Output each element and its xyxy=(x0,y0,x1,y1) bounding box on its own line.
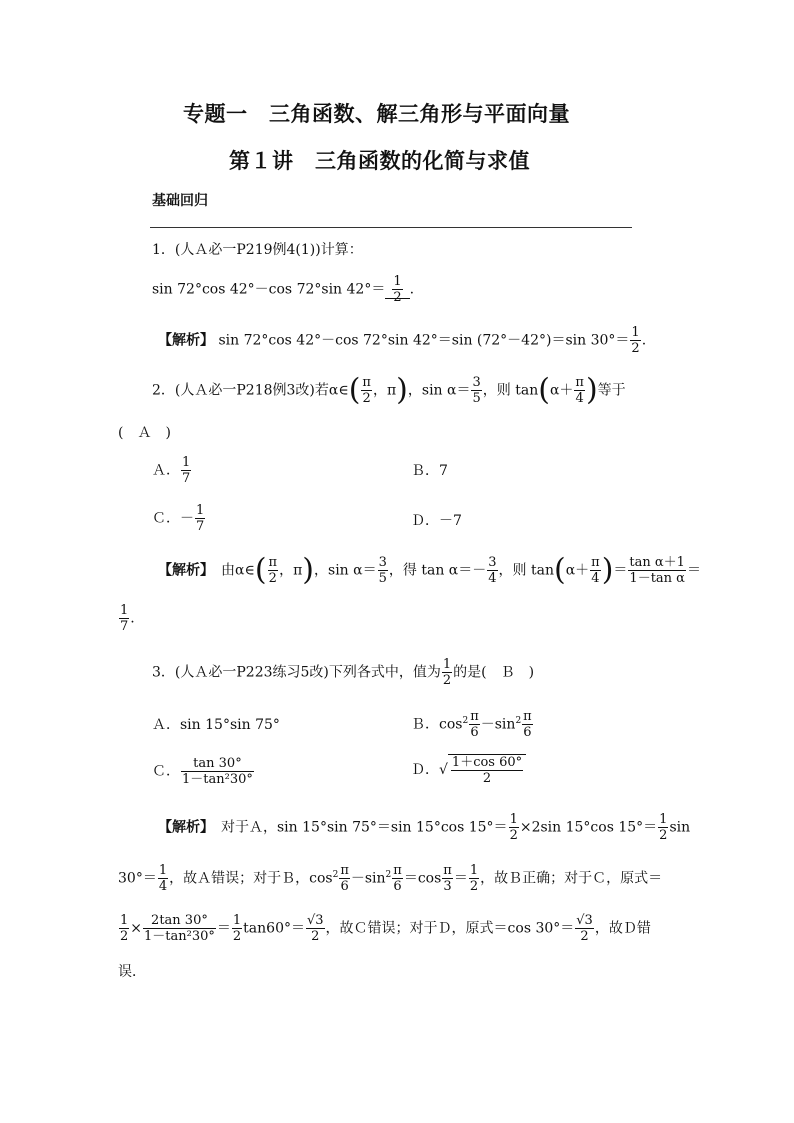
q2-answer: ( Ａ ) xyxy=(118,425,171,441)
q3-solution-label: 【解析】 xyxy=(158,819,207,836)
q3-option-c: Ｃ． $\frac{\tan 30^\circ}{\text{1－tan²30°}}$ xyxy=(152,756,253,787)
q2-stem-c: ，则 tan xyxy=(482,382,539,399)
q2-alpha-plus: α＋ xyxy=(549,382,574,399)
page-title-lecture: 第１讲 三角函数的化简与求值 xyxy=(229,149,530,173)
q3-solution-line4: 误． xyxy=(118,964,146,980)
q2-stem-d: 等于 xyxy=(597,382,626,399)
q1-stem: 1．(人Ａ必一P219例4(1))计算： xyxy=(152,242,363,258)
q1-expression: sin 72°cos 42°－cos 72°sin 42°＝ $\frac{1}{2}$ . xyxy=(152,274,415,305)
section-heading: 基础回归 xyxy=(152,193,208,209)
q1-solution-fraction: $\frac{1}{2}$ xyxy=(631,325,640,356)
q3-solution-line3: $\frac{1}{2}$ × $\frac{2\tan 30^\circ}{\text{1－tan²30°}}$ ＝ $\frac{1}{2}$ tan60°＝ $\frac{√3}{2}$ ，故Ｃ错误；对于Ｄ，原式＝cos 30°＝ $\frac{√3}{2}$ ，故Ｄ错 xyxy=(120,913,651,944)
q1-solution-label: 【解析】 xyxy=(158,332,214,349)
q3-option-a: Ａ．sin 15°sin 75° xyxy=(152,717,280,733)
q1-solution: 【解析】 sin 72°cos 42°－cos 72°sin 42°＝sin (72°－42°)＝sin 30°＝ $\frac{1}{2}$ . xyxy=(158,325,647,356)
page-title-topic: 专题一 三角函数、解三角形与平面向量 xyxy=(183,102,570,126)
q3-option-d: Ｄ．√ $\frac{1+\cos 60^\circ}{2}$ xyxy=(411,754,526,786)
q1-answer: $\frac{1}{2}$ xyxy=(393,274,402,305)
q1-expr-text: sin 72°cos 42°－cos 72°sin 42°＝ xyxy=(152,281,386,298)
q2-option-b: Ｂ．7 xyxy=(411,463,448,479)
q2-stem-b: ，sin α＝ xyxy=(407,382,471,399)
q1-solution-text: sin 72°cos 42°－cos 72°sin 42°＝sin (72°－42°)＝sin 30°＝ xyxy=(218,332,630,349)
divider xyxy=(150,227,632,228)
q2-option-d: Ｄ．－7 xyxy=(411,513,462,529)
q3-solution-line2: 30°＝ $\frac{1}{4}$ ，故Ａ错误；对于Ｂ，$\cos^2$ $\frac{\pi}{6}$ $-\sin^2$ $\frac{\pi}{6}$ ＝cos $\frac{\pi}{3}$ ＝ $\frac{1}{2}$ ，故Ｂ正确；对于Ｃ，原式＝ xyxy=(118,863,663,894)
q2-option-a: Ａ． $\frac{1}{7}$ xyxy=(152,455,191,486)
q3-option-b: Ｂ．$\cos^2$ $\frac{\pi}{6}$ $-\sin^2$ $\frac{\pi}{6}$ xyxy=(411,709,532,740)
q3-solution-line1: 【解析】 对于Ａ，sin 15°sin 75°＝sin 15°cos 15°＝ $\frac{1}{2}$ ×2sin 15°cos 15°＝ $\frac{1}{2}$ sin xyxy=(158,812,691,843)
q3-stem: 3．(人Ａ必一P223练习5改)下列各式中，值为 $\frac{1}{2}$ 的是( Ｂ ) xyxy=(152,657,535,688)
q2-solution: 【解析】 由α∈( $\frac{\pi}{2}$ ，π)，sin α＝ $\frac{3}{5}$ ，得 tan α＝－ $\frac{3}{4}$ ，则 tan(α＋ $\frac{\pi}{4}$ )＝ $\frac{\text{tan α＋1}}{\text{1－tan α}}$ ＝ xyxy=(158,552,701,588)
q2-stem-a: 2．(人Ａ必一P218例3改)若α∈ xyxy=(152,382,349,399)
q2-interval-end: ，π xyxy=(372,382,397,399)
q2-solution-label: 【解析】 xyxy=(158,562,207,579)
q2-stem: 2．(人Ａ必一P218例3改)若α∈( $\frac{\pi}{2}$ ，π)，sin α＝ $\frac{3}{5}$ ，则 tan(α＋ $\frac{\pi}{4}$ )等于 xyxy=(152,372,626,408)
q2-option-c: Ｃ．－ $\frac{1}{7}$ xyxy=(152,503,205,534)
q2-solution-result: $\frac{1}{7}$ . xyxy=(120,603,135,634)
